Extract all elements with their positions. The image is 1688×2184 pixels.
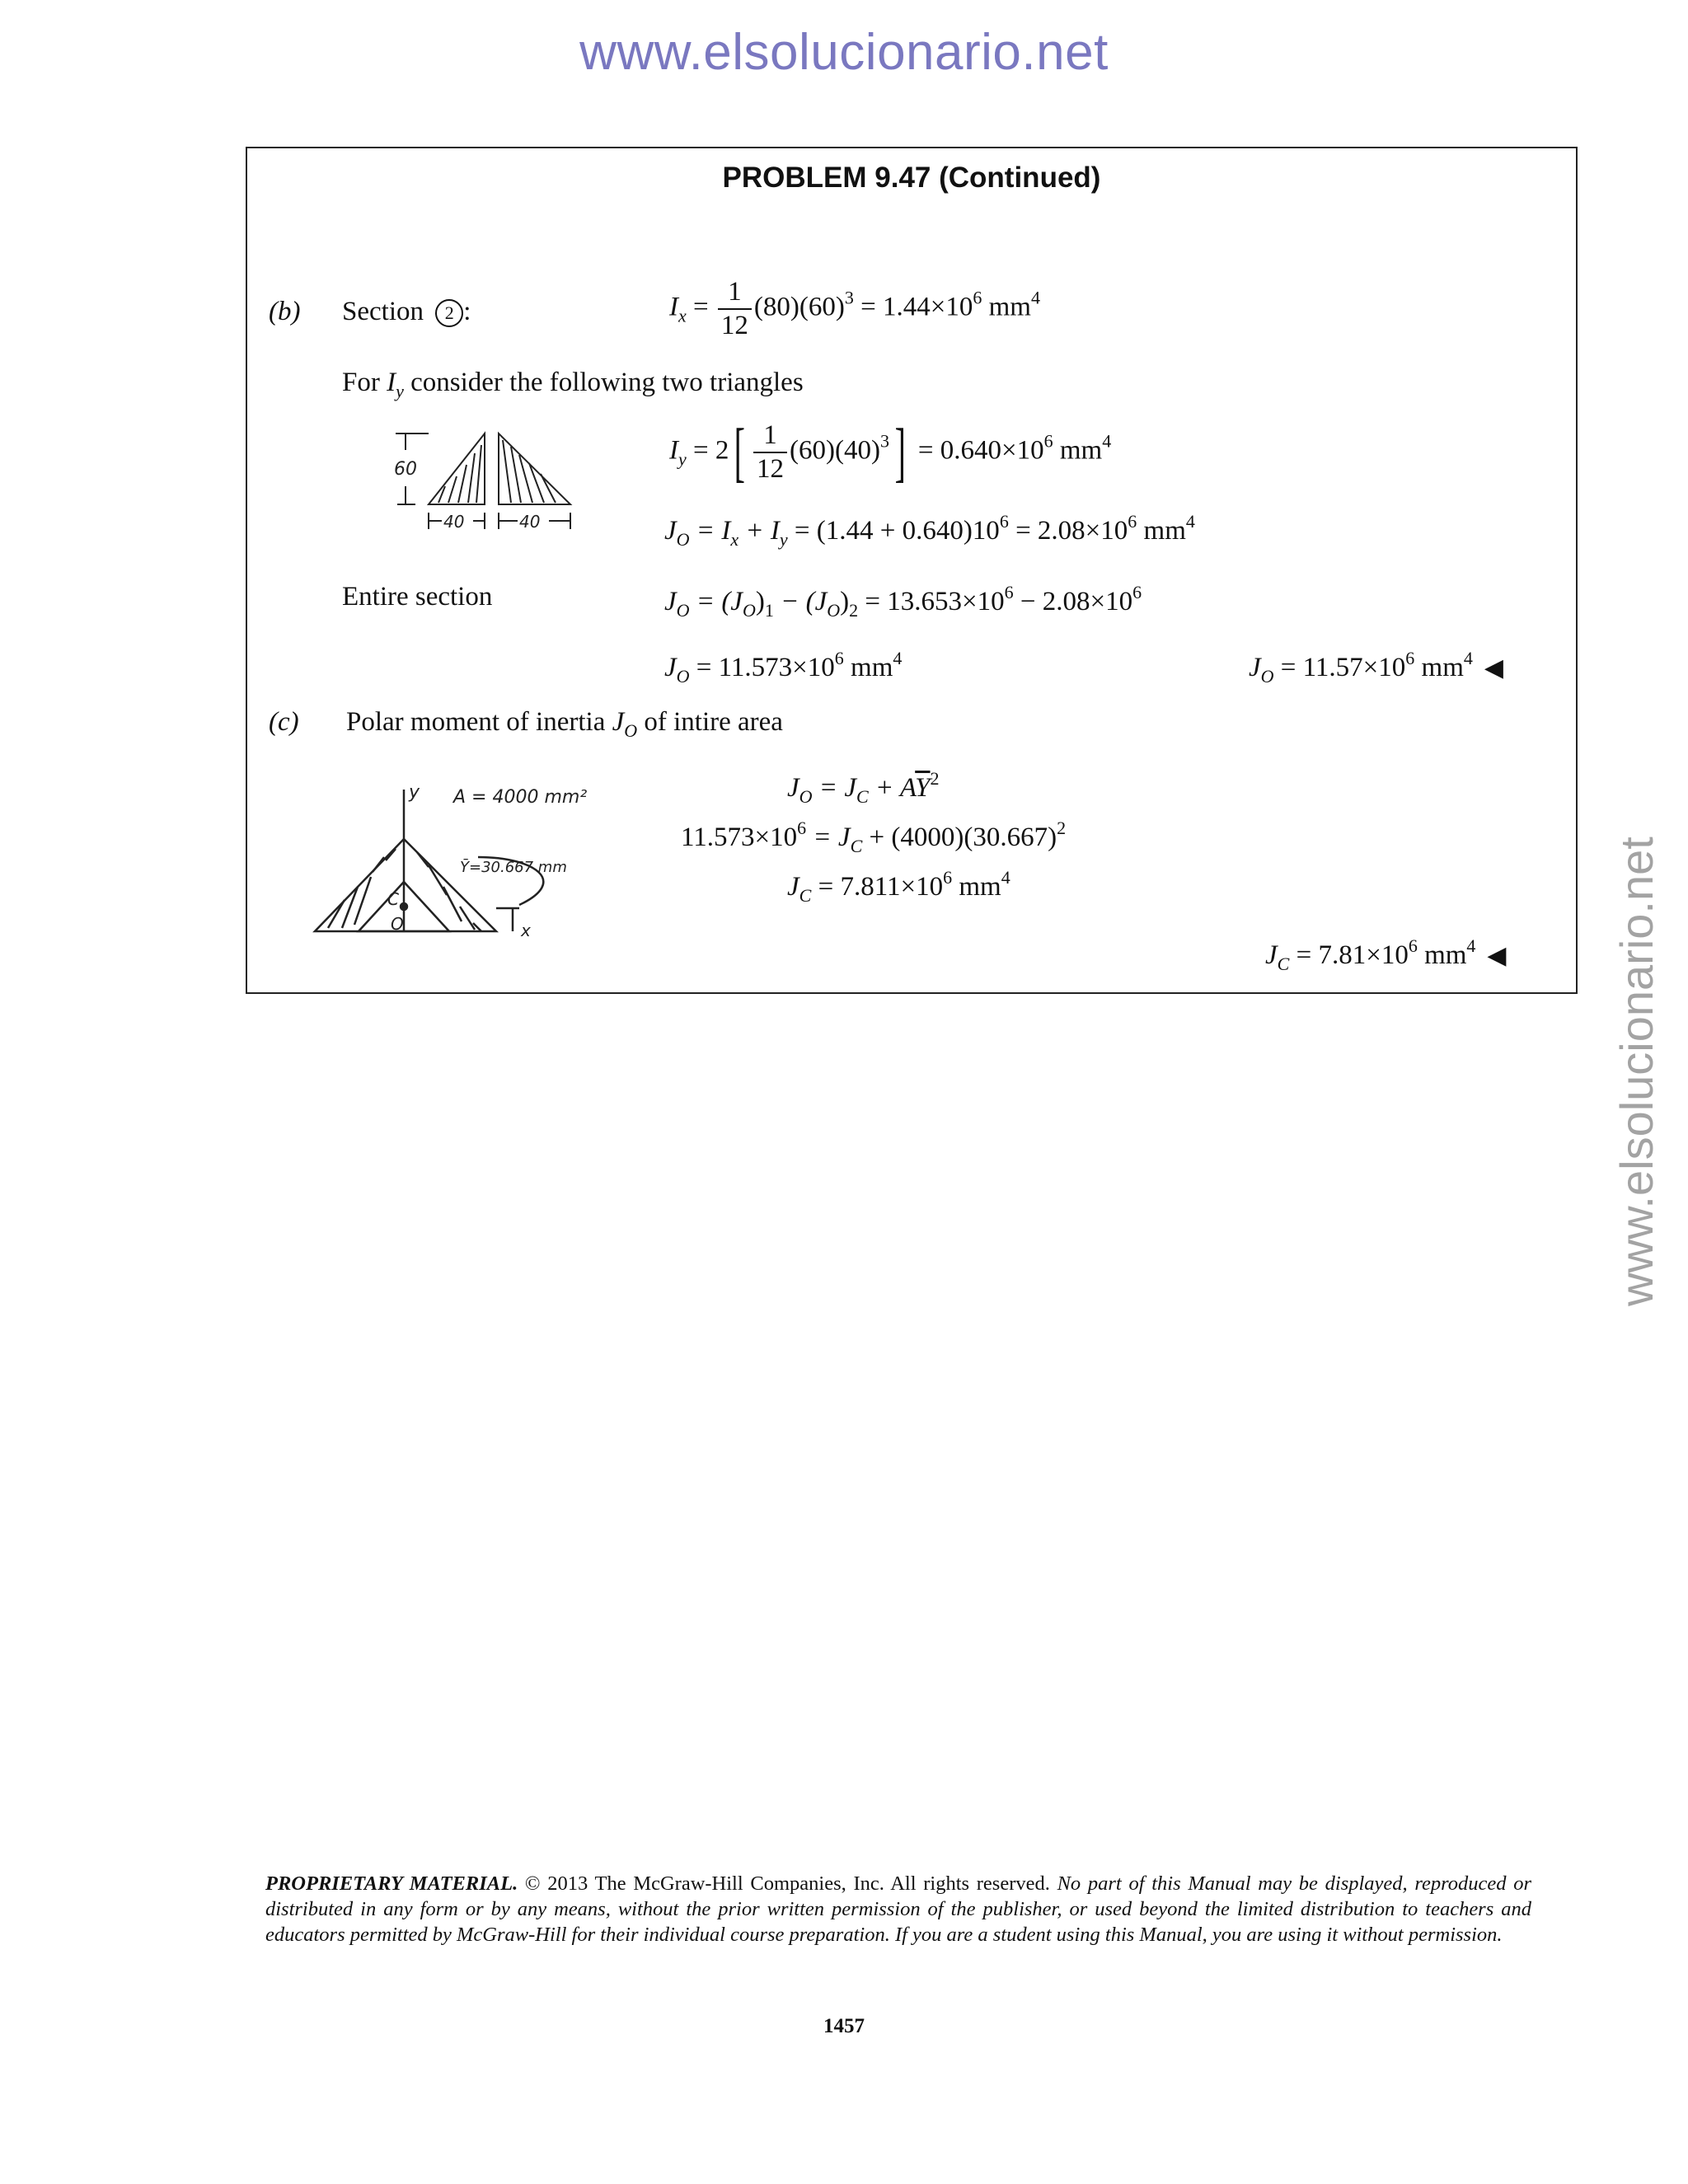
entire-rhs1: = (J (689, 587, 743, 616)
jo-final-sub: O (676, 666, 690, 687)
entire-rhs4: − 2.08×10 (1013, 587, 1133, 616)
answer-marker-icon: ◀ (1484, 654, 1503, 682)
jo-sum-iy-sub: y (779, 529, 788, 550)
jo-sum-equation (664, 511, 1195, 551)
eq1-ybar: $\overline{Y}$ (915, 773, 931, 803)
jo-final-exp: 6 (834, 648, 844, 668)
ix-lhs-sub: x (678, 305, 687, 326)
ix-equals: = (693, 292, 715, 322)
sketch-x-label: x (521, 921, 531, 940)
jo-sum-unit: mm (1137, 516, 1186, 546)
jc-answer-sub: C (1277, 954, 1290, 974)
part-c-text-pre: Polar moment of inertia (346, 707, 612, 737)
eq2-lhs: 11.573×10 (681, 823, 798, 852)
entire-rhs1b: ) (755, 587, 765, 616)
iy-bracket-left: [ (734, 416, 746, 489)
sketch-o-label: O (391, 914, 404, 934)
ix-den: 12 (720, 311, 748, 340)
jc-answer-lhs: J (1265, 940, 1278, 970)
iy-unit-exp: 4 (1102, 430, 1112, 452)
eq1-exp: 2 (930, 768, 940, 789)
ix-body: (80)(60) (753, 292, 845, 322)
centroid-dot (401, 903, 407, 910)
ix-unit: mm (988, 292, 1031, 322)
iy-result: = 0.640×10 (917, 435, 1044, 466)
entire-rhs2: − (J (773, 587, 828, 616)
part-c-var: J (612, 707, 625, 737)
sketch-y-label: y (409, 782, 420, 803)
for-iy-var: I (387, 368, 396, 397)
two-triangles-sketch (387, 429, 585, 544)
eq2-lhs-exp: 6 (797, 818, 807, 838)
entire-lhs-sub: O (676, 600, 690, 621)
jc-answer-unit: mm (1417, 940, 1467, 970)
answer-marker-icon: ◀ (1487, 942, 1507, 969)
jo-sum-iy: + I (738, 516, 780, 546)
part-c-label: (c) (269, 707, 299, 737)
entire-rhs2b: ) (840, 587, 850, 616)
copyright-footer (265, 1871, 1531, 1947)
jo-sum-ix-sub: x (730, 529, 739, 550)
jo-answer-sub: O (1260, 666, 1274, 687)
jo-sum-tail-exp: 6 (999, 511, 1009, 532)
jo-final-rhs: = 11.573×10 (689, 653, 835, 682)
eq2-jc: = J (806, 823, 851, 852)
left-hatch (438, 445, 481, 503)
eq3-rhs: = 7.811×10 (811, 872, 944, 902)
jo-final-unit-exp: 4 (893, 648, 903, 668)
ix-result-exp: 6 (973, 287, 982, 308)
width-label-2: 40 (519, 512, 541, 532)
iy-num: 1 (753, 422, 787, 453)
iy-fraction (753, 422, 787, 483)
jc-answer-rhs: = 7.81×10 (1289, 940, 1409, 970)
eq2-jc-sub: C (850, 836, 863, 856)
eq3-lhs-sub: C (799, 885, 812, 906)
entire-rhs1b-sub: 1 (764, 600, 774, 621)
for-iy-sub: y (396, 381, 404, 401)
part-c-var-sub: O (624, 720, 638, 741)
entire-section-equation (664, 582, 1142, 621)
composite-area-sketch (305, 775, 643, 940)
jo-sum-result-exp: 6 (1128, 511, 1137, 532)
part-b-label: (b) (269, 297, 301, 326)
entire-lhs: J (664, 587, 677, 616)
footer-bold: PROPRIETARY MATERIAL. (265, 1872, 518, 1895)
jo-answer-unit: mm (1414, 653, 1464, 682)
iy-result-exp: 6 (1043, 430, 1053, 452)
section-label (342, 297, 471, 327)
jo-sum-result: = 2.08×10 (1008, 516, 1128, 546)
eq2-exp: 2 (1057, 818, 1067, 838)
entire-rhs3-exp: 6 (1004, 582, 1014, 602)
entire-rhs1-sub: O (742, 600, 756, 621)
sketch-c-label: C (387, 889, 399, 909)
jo-final-equation (664, 648, 902, 687)
entire-rhs2b-sub: 2 (849, 600, 859, 621)
eq1-jc-sub: C (856, 786, 869, 807)
jo-answer (1249, 648, 1503, 687)
ix-result: = 1.44×10 (860, 292, 973, 322)
eq2-plus: + (4000)(30.667) (862, 823, 1057, 852)
ix-num: 1 (718, 279, 752, 310)
ix-lhs: I (669, 292, 678, 322)
eq3-lhs: J (787, 872, 799, 902)
jo-final-unit: mm (843, 653, 893, 682)
section-circled-number: 2 (435, 299, 463, 327)
eq1-plus-a: + A (868, 773, 916, 803)
iy-den: 12 (757, 454, 785, 484)
iy-equation (669, 416, 1112, 489)
jo-final-lhs: J (664, 653, 677, 682)
jo-answer-unit-exp: 4 (1463, 648, 1473, 668)
iy-bracket-right: ] (894, 416, 906, 489)
ix-fraction (718, 279, 752, 340)
jc-answer (1265, 935, 1507, 975)
page-number: 1457 (823, 2015, 865, 2037)
jc-answer-exp: 6 (1408, 935, 1418, 956)
eq3-exp: 6 (943, 867, 953, 888)
parallel-axis-eq2 (681, 818, 1066, 857)
for-iy-pre: For (342, 368, 387, 397)
entire-rhs2-sub: O (827, 600, 841, 621)
left-triangle (429, 434, 485, 504)
problem-title: PROBLEM 9.47 (Continued) (722, 162, 1101, 194)
ix-unit-exp: 4 (1030, 287, 1040, 308)
iy-exp: 3 (880, 430, 889, 452)
eq3-unit: mm (952, 872, 1001, 902)
eq3-unit-exp: 4 (1001, 867, 1010, 888)
height-label: 60 (394, 459, 417, 480)
jo-sum-ix: = I (689, 516, 731, 546)
jo-answer-exp: 6 (1405, 648, 1415, 668)
jo-sum-tail: = (1.44 + 0.640)10 (787, 516, 1000, 546)
entire-rhs4-exp: 6 (1132, 582, 1142, 602)
right-hatch (503, 440, 556, 503)
sketch-ybar-label: Ȳ=30.667 mm (460, 859, 567, 876)
jo-sum-lhs-sub: O (676, 529, 690, 550)
width-label-1: 40 (443, 512, 465, 532)
footer-normal: © 2013 The McGraw-Hill Companies, Inc. All rights reserved. (518, 1872, 1057, 1895)
iy-coef: = 2 (693, 435, 729, 466)
part-c-text-post: of intire area (637, 707, 783, 737)
eq1-jc: = J (812, 773, 856, 803)
ix-exp: 3 (844, 287, 854, 308)
watermark-side[interactable]: www.elsolucionario.net (1611, 837, 1662, 1306)
eq1-lhs-sub: O (799, 786, 813, 807)
parallel-axis-eq3 (787, 867, 1010, 907)
entire-section-label: Entire section (342, 582, 493, 612)
part-c-text (346, 707, 783, 742)
sketch-area-label: A = 4000 mm² (453, 787, 588, 808)
iy-unit: mm (1059, 435, 1103, 466)
eq1-lhs: J (787, 773, 799, 803)
iy-body: (60)(40) (790, 435, 880, 466)
for-iy-text (342, 368, 804, 402)
jo-answer-lhs: J (1249, 653, 1261, 682)
entire-rhs3: = 13.653×10 (858, 587, 1005, 616)
jo-sum-lhs: J (664, 516, 677, 546)
footer-italic: No part of this Manual may be displayed, reproduced or distributed in any form or by any means, without the prior written permission of the publisher, or used beyond the limited distribution to teachers and educators permitted by McGraw-Hill for their individual course preparation. If you are a student using this Manual, you are using it without permission. (265, 1872, 1531, 1946)
iy-lhs-sub: y (678, 448, 687, 470)
watermark-top[interactable]: www.elsolucionario.net (579, 24, 1109, 81)
iy-lhs: I (669, 435, 678, 466)
parallel-axis-eq1 (787, 768, 940, 808)
section-colon: : (463, 297, 471, 326)
for-iy-post: consider the following two triangles (403, 368, 804, 397)
ix-equation (669, 279, 1040, 340)
jo-answer-rhs: = 11.57×10 (1273, 653, 1406, 682)
jo-sum-unit-exp: 4 (1185, 511, 1195, 532)
section-text: Section (342, 297, 424, 326)
jc-answer-unit-exp: 4 (1466, 935, 1476, 956)
